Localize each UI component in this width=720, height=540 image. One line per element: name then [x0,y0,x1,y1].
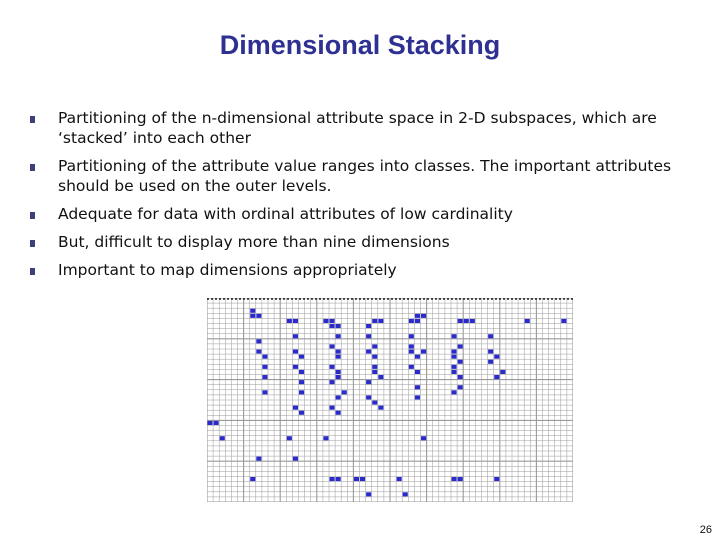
filled-cell [366,324,371,328]
square-bullet-icon [30,212,35,219]
filled-cell [458,360,463,364]
filled-cell [336,370,341,374]
filled-cell [330,344,335,348]
filled-cell [452,365,457,369]
filled-cell [378,319,383,323]
filled-cell [336,334,341,338]
filled-cell [214,421,219,425]
filled-cell [250,309,255,313]
filled-cell [330,319,335,323]
filled-cell [488,360,493,364]
filled-cell [336,350,341,354]
slide-title: Dimensional Stacking [219,30,501,60]
filled-cell [360,477,365,481]
filled-cell [323,319,328,323]
filled-cell [330,406,335,410]
filled-cell [372,365,377,369]
bullet-item [28,156,698,196]
filled-cell [452,355,457,359]
bullet-list [28,108,698,288]
bullet-text: Partitioning of the n-dimensional attribute space in 2-D subspaces, which are ‘stacked’ into each other [58,109,657,147]
filled-cell [452,334,457,338]
filled-cell [330,380,335,384]
filled-cell [415,319,420,323]
bullet-item [28,260,698,280]
filled-cell [256,457,261,461]
filled-cell [287,436,292,440]
filled-cell [488,334,493,338]
filled-cell [415,385,420,389]
filled-cell [561,319,566,323]
filled-cell [421,436,426,440]
filled-cell [330,477,335,481]
filled-cell [256,339,261,343]
filled-cell [262,365,267,369]
filled-cell [464,319,469,323]
bullet-item [28,232,698,252]
filled-cell [293,334,298,338]
filled-cell [378,406,383,410]
filled-cell [299,411,304,415]
filled-cell [262,355,267,359]
filled-cell [336,324,341,328]
filled-cell [299,390,304,394]
square-bullet-icon [30,116,35,123]
filled-cell [378,375,383,379]
filled-cell [470,319,475,323]
filled-cell [366,350,371,354]
filled-cell [421,350,426,354]
filled-cell [299,370,304,374]
filled-cell [336,355,341,359]
filled-cell [366,492,371,496]
filled-cell [262,390,267,394]
filled-cell [293,406,298,410]
filled-cell [220,436,225,440]
filled-cell [366,380,371,384]
bullet-text: Partitioning of the attribute value ranges into classes. The important attributes should be used on the outer levels. [58,157,672,195]
filled-cell [336,395,341,399]
filled-cell [354,477,359,481]
filled-cell [366,395,371,399]
filled-cell [323,436,328,440]
filled-cell [415,314,420,318]
filled-cell [415,355,420,359]
filled-cell [366,334,371,338]
filled-cell [342,390,347,394]
filled-cell [500,370,505,374]
filled-cell [287,319,292,323]
filled-cell [372,355,377,359]
filled-cell [397,477,402,481]
square-bullet-icon [30,268,35,275]
filled-cell [494,355,499,359]
filled-cell [250,314,255,318]
filled-cell [336,411,341,415]
filled-cell [250,477,255,481]
filled-cell [525,319,530,323]
filled-cell [452,370,457,374]
filled-cell [262,375,267,379]
filled-cell [330,365,335,369]
filled-cell [372,370,377,374]
filled-cell [299,380,304,384]
filled-cell [372,319,377,323]
bullet-item [28,204,698,224]
filled-cell [293,350,298,354]
filled-cell [415,370,420,374]
page-number: 26 [699,524,712,536]
bullet-text: But, difficult to display more than nine dimensions [58,233,450,251]
bullet-item [28,108,698,148]
filled-cell [415,395,420,399]
filled-cell [458,385,463,389]
filled-cell [458,375,463,379]
filled-cell [409,365,414,369]
square-bullet-icon [30,164,35,171]
filled-cell [452,390,457,394]
filled-cell [336,477,341,481]
filled-cell [208,421,213,425]
filled-cell [409,319,414,323]
filled-cell [330,324,335,328]
filled-cell [421,314,426,318]
filled-cell [293,319,298,323]
filled-cell [494,477,499,481]
filled-cell [372,344,377,348]
filled-cell [256,314,261,318]
filled-cell [452,350,457,354]
filled-cell [336,375,341,379]
square-bullet-icon [30,240,35,247]
filled-cell [409,334,414,338]
filled-cell [458,319,463,323]
filled-cell [452,477,457,481]
filled-cell [256,350,261,354]
filled-cell [403,492,408,496]
bullet-text: Adequate for data with ordinal attributes of low cardinality [58,205,513,223]
bullet-text: Important to map dimensions appropriately [58,261,397,279]
filled-cell [409,344,414,348]
filled-cell [293,365,298,369]
filled-cell [293,457,298,461]
filled-cell [458,344,463,348]
filled-cell [458,477,463,481]
filled-cell [494,375,499,379]
filled-cell [409,350,414,354]
filled-cell [299,355,304,359]
dimensional-stacking-figure [207,298,573,502]
filled-cell [372,401,377,405]
filled-cell [488,350,493,354]
